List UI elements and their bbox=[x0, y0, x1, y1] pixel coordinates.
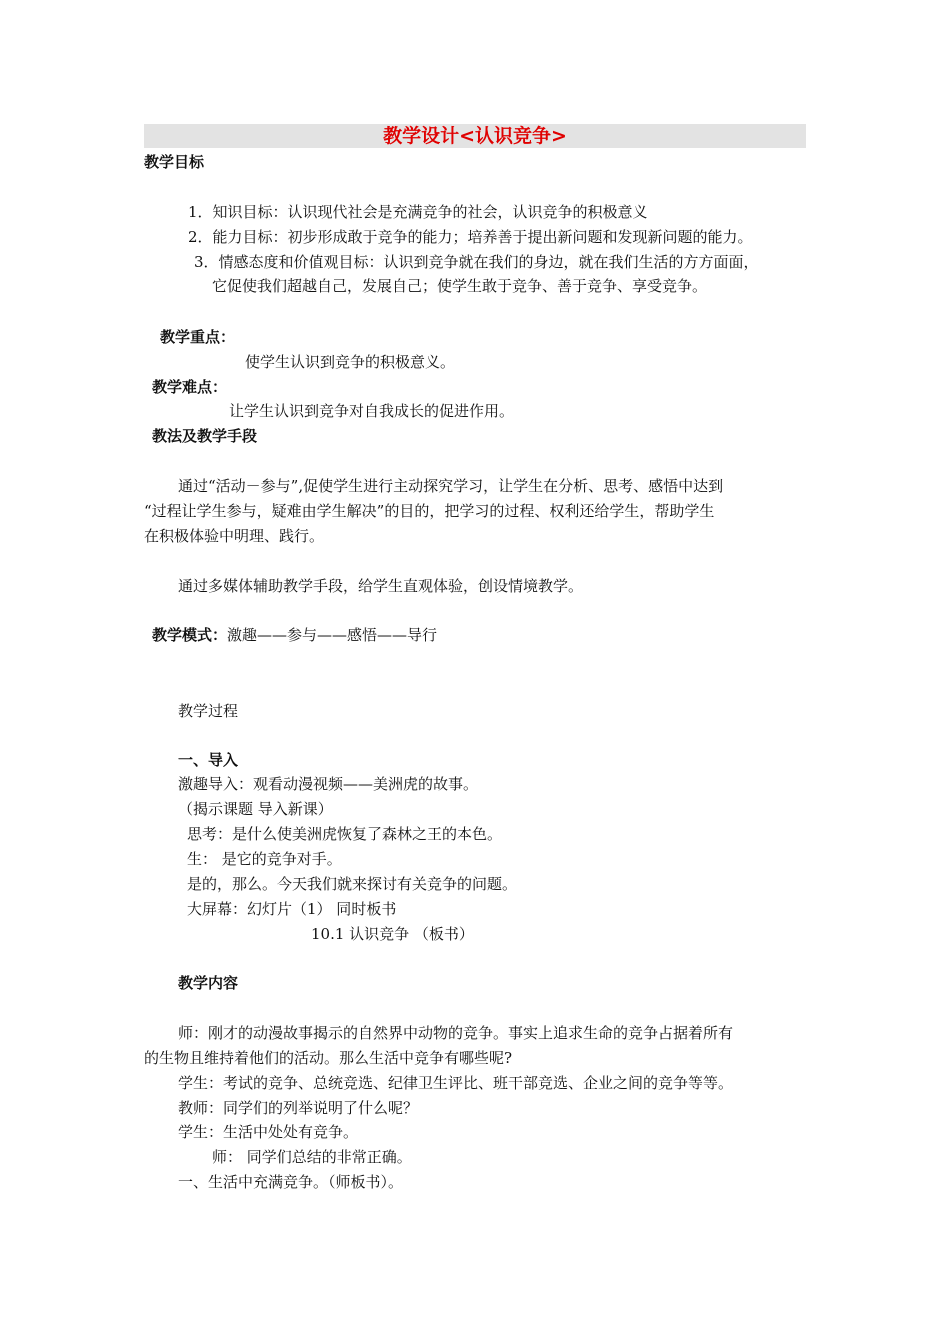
objectives-heading: 教学目标 bbox=[144, 153, 205, 171]
methods-heading: 教法及教学手段 bbox=[152, 427, 258, 445]
mode-text: 激趣——参与——感悟——导行 bbox=[227, 626, 438, 644]
objective-item: 它促使我们超越自己，发展自己；使学生敢于竞争、善于竞争、享受竞争。 bbox=[212, 277, 708, 295]
methods-paragraph-line: 通过“活动－参与”,促使学生进行主动探究学习，让学生在分析、思考、感悟中达到 bbox=[178, 477, 724, 495]
intro-line: 激趣导入：观看动漫视频——美洲虎的故事。 bbox=[178, 775, 479, 793]
content-line: 师：刚才的动漫故事揭示的自然界中动物的竞争。事实上追求生命的竞争占据着所有 bbox=[178, 1024, 734, 1042]
process-heading: 教学过程 bbox=[178, 702, 239, 720]
key-point-text: 使学生认识到竞争的积极意义。 bbox=[245, 353, 456, 371]
content-line: 学生：生活中处处有竞争。 bbox=[178, 1123, 359, 1141]
objective-item: 3．情感态度和价值观目标：认识到竞争就在我们的身边，就在我们生活的方方面面， bbox=[194, 253, 759, 271]
content-line: 师： 同学们总结的非常正确。 bbox=[212, 1148, 412, 1166]
mode-heading: 教学模式： bbox=[152, 626, 228, 644]
methods-paragraph-line: “过程让学生参与，疑难由学生解决”的目的，把学习的过程、权利还给学生，帮助学生 bbox=[144, 502, 715, 520]
difficulty-text: 让学生认识到竞争对自我成长的促进作用。 bbox=[229, 402, 515, 420]
content-line: 学生：考试的竞争、总统竞选、纪律卫生评比、班干部竞选、企业之间的竞争等等。 bbox=[178, 1074, 734, 1092]
intro-line: （揭示课题 导入新课） bbox=[178, 800, 333, 818]
content-line: 教师：同学们的列举说明了什么呢？ bbox=[178, 1099, 419, 1117]
objective-item: 2．能力目标：初步形成敢于竞争的能力；培养善于提出新问题和发现新问题的能力。 bbox=[188, 228, 753, 246]
intro-line: 是的，那么。今天我们就来探讨有关竞争的问题。 bbox=[187, 875, 518, 893]
content-line: 的生物且维持着他们的活动。那么生活中竞争有哪些呢? bbox=[144, 1049, 513, 1067]
mode-line bbox=[152, 625, 437, 645]
methods-paragraph-line: 在积极体验中明理、践行。 bbox=[144, 527, 325, 545]
difficulty-heading: 教学难点： bbox=[152, 378, 228, 396]
document-title: 教学设计<认识竞争> bbox=[383, 125, 567, 147]
intro-line: 大屏幕：幻灯片（1） 同时板书 bbox=[187, 900, 397, 918]
objective-item: 1．知识目标：认识现代社会是充满竞争的社会，认识竞争的积极意义 bbox=[188, 203, 648, 221]
content-line: 一、生活中充满竞争。（师板书）。 bbox=[178, 1173, 404, 1191]
intro-line: 生： 是它的竞争对手。 bbox=[187, 850, 342, 868]
key-point-heading: 教学重点： bbox=[160, 328, 236, 346]
methods-paragraph-2: 通过多媒体辅助教学手段，给学生直观体验，创设情境教学。 bbox=[178, 577, 584, 595]
intro-heading: 一、导入 bbox=[178, 751, 239, 769]
intro-line: 10.1 认识竞争 （板书） bbox=[311, 925, 474, 943]
content-heading: 教学内容 bbox=[178, 974, 239, 992]
intro-line: 思考：是什么使美洲虎恢复了森林之王的本色。 bbox=[187, 825, 503, 843]
